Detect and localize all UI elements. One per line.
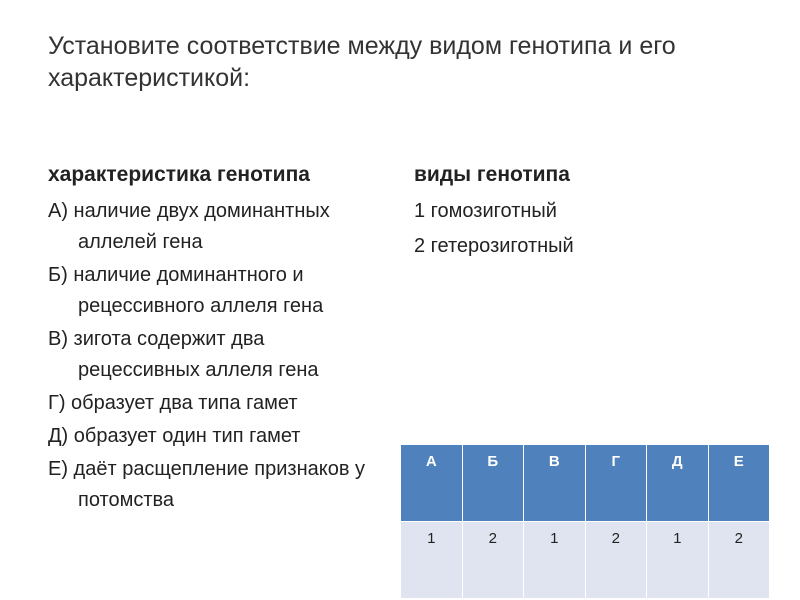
answer-header-b: Б xyxy=(462,445,524,522)
answer-cell-a: 1 xyxy=(401,522,463,599)
genotype-types-heading: виды генотипа xyxy=(414,163,570,186)
answer-table-header-row xyxy=(401,445,770,522)
characteristic-item-d: Д) образует один тип гамет xyxy=(48,425,301,447)
page-title: Установите соответствие между видом генотипа и его характеристикой: xyxy=(48,32,676,92)
answer-header-g: Г xyxy=(585,445,647,522)
characteristic-item-v: В) зигота содержит два рецессивных аллеля гена xyxy=(48,328,319,381)
answer-header-e: Е xyxy=(708,445,770,522)
characteristics-list xyxy=(48,196,388,518)
answer-cell-g: 2 xyxy=(585,522,647,599)
answer-table-row xyxy=(401,522,770,599)
genotype-types-list xyxy=(414,196,754,266)
characteristic-item-g: Г) образует два типа гамет xyxy=(48,392,298,414)
characteristics-heading: характеристика генотипа xyxy=(48,163,310,186)
answer-cell-b: 2 xyxy=(462,522,524,599)
answer-table xyxy=(400,444,770,599)
answer-header-a: А xyxy=(401,445,463,522)
answer-cell-e: 2 xyxy=(708,522,770,599)
answer-header-v: В xyxy=(524,445,586,522)
characteristic-item-e: Е) даёт расщепление признаков у потомства xyxy=(48,458,366,511)
answer-cell-v: 1 xyxy=(524,522,586,599)
genotype-type-heterozygous: 2 гетерозиготный xyxy=(414,235,574,257)
answer-header-d: Д xyxy=(647,445,709,522)
answer-cell-d: 1 xyxy=(647,522,709,599)
characteristic-item-b: Б) наличие доминантного и рецессивного аллеля гена xyxy=(48,264,324,317)
characteristic-item-a: А) наличие двух доминантных аллелей гена xyxy=(48,200,330,253)
genotype-type-homozygous: 1 гомозиготный xyxy=(414,200,557,222)
